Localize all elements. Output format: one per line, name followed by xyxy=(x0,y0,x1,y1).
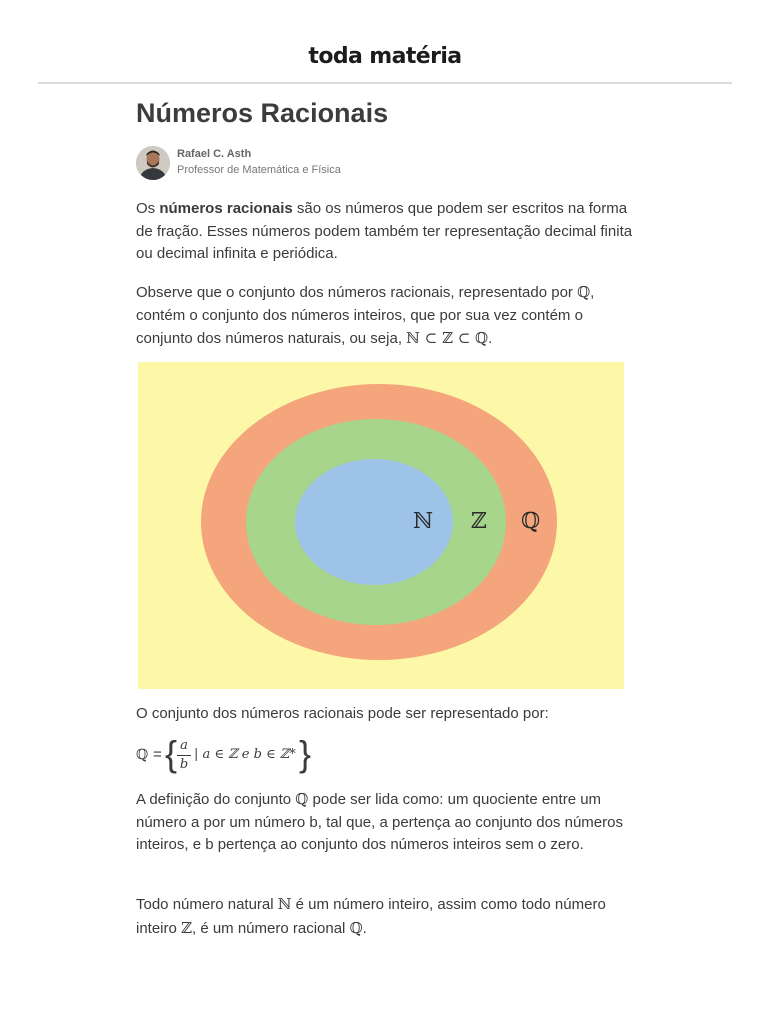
label-Z: ℤ xyxy=(471,509,488,534)
formula-condition: | a ∈ ℤ e b ∈ ℤ* xyxy=(194,747,296,762)
site-logo[interactable]: toda matéria xyxy=(308,44,462,69)
label-Q: ℚ xyxy=(521,509,541,534)
avatar[interactable] xyxy=(136,146,170,180)
symbol-Q: ℚ xyxy=(295,790,309,808)
paragraph-definition xyxy=(136,788,636,857)
paragraph-conclusion xyxy=(136,893,636,940)
author-photo xyxy=(136,146,170,180)
equals-sign: = xyxy=(153,746,162,763)
symbol-Z: ℤ xyxy=(181,918,192,937)
text: A definição do conjunto xyxy=(136,791,296,808)
subset-expression: ℕ ⊂ ℤ ⊂ ℚ xyxy=(406,329,489,347)
text: . xyxy=(362,919,367,937)
denominator: b xyxy=(179,757,189,772)
text: pode ser lida como: um quociente entre um número a por um número b, tal que, a pertença ao conjunto dos números inteiros, e b pertença ao conjunto dos números inteiros sem o zero. xyxy=(136,791,623,853)
site-header xyxy=(38,0,732,84)
author-block xyxy=(136,146,536,180)
set-builder-formula xyxy=(136,733,356,776)
symbol-Q: ℚ xyxy=(577,283,591,301)
symbol-N: ℕ xyxy=(277,895,292,913)
text: , é um número racional xyxy=(191,919,350,937)
author-role: Professor de Matemática e Física xyxy=(177,164,341,176)
paragraph-intro xyxy=(136,198,636,266)
symbol-Q: ℚ xyxy=(136,747,149,763)
venn-svg xyxy=(138,362,624,689)
text: , contém o conjunto dos números inteiros, que por sua vez contém o conjunto dos números naturais, ou seja, xyxy=(136,284,595,347)
fraction-bar xyxy=(177,755,191,756)
text: é um número inteiro, assim como todo número inteiro xyxy=(136,896,606,937)
label-N: ℕ xyxy=(413,509,434,534)
text: são os números que podem ser escritos na forma de fração. Esses números podem também ter representação decimal finita ou decimal infinita e periódica. xyxy=(136,200,633,262)
brace-open: { xyxy=(165,733,178,774)
paragraph-representation: O conjunto dos números racionais pode ser representado por: xyxy=(136,705,549,722)
venn-diagram xyxy=(138,362,624,689)
text: . xyxy=(488,330,493,347)
paragraph-sets xyxy=(136,281,636,351)
bold-term: números racionais xyxy=(159,200,293,217)
page-title: Números Racionais xyxy=(136,98,389,128)
text: Os xyxy=(136,200,160,217)
text: Observe que o conjunto dos números racionais, representado por xyxy=(136,284,578,301)
author-name[interactable]: Rafael C. Asth xyxy=(177,148,252,160)
fraction xyxy=(177,738,191,773)
text: Todo número natural xyxy=(136,896,278,913)
symbol-Q: ℚ xyxy=(349,918,363,937)
brace-close: } xyxy=(299,733,312,774)
numerator: a xyxy=(180,738,188,753)
